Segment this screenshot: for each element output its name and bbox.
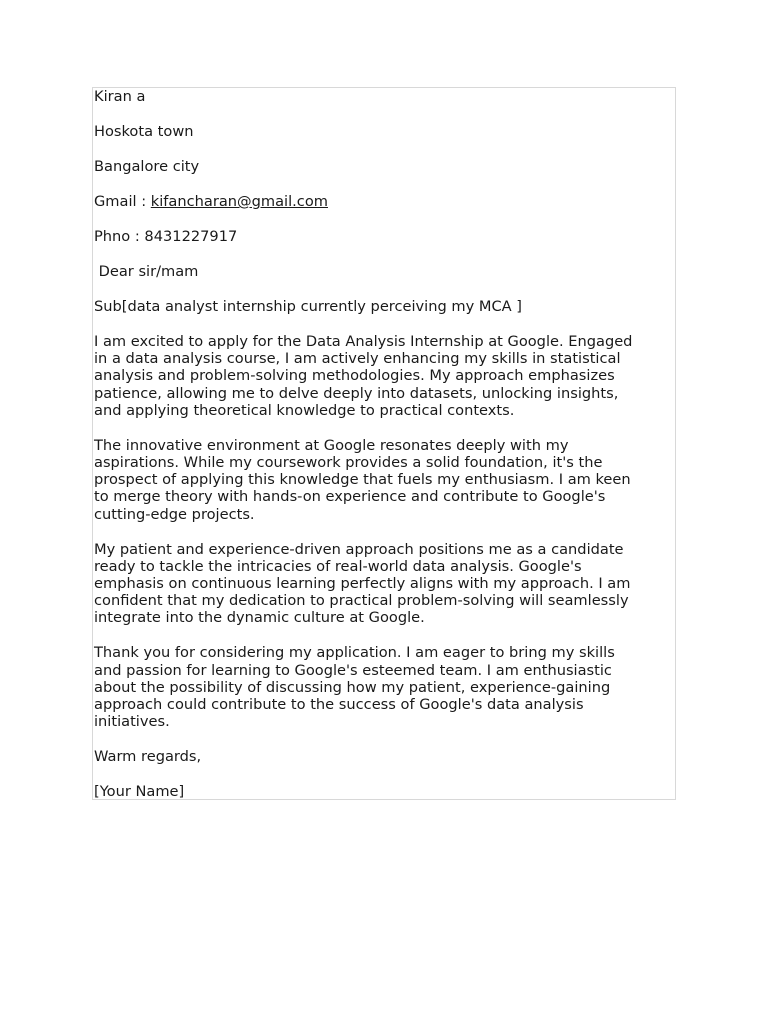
address-line-1: Hoskota town	[94, 123, 194, 140]
body-paragraph-4: Thank you for considering my application. I am eager to bring my skills and passion for learning to Google's esteemed team. I am enthusiastic about the possibility of discussing how my patient, experience-gaining approach could contribute to the success of Google's data analysis initiatives.	[94, 644, 615, 731]
email-line	[94, 193, 675, 210]
closing: Warm regards,	[94, 748, 202, 766]
body-paragraph-2: The innovative environment at Google resonates deeply with my aspirations. While my coursework provides a solid foundation, it's the prospect of applying this knowledge that fuels my enthusiasm. I am keen to merge theory with hands-on experience and contribute to Google's cutting-edge projects.	[94, 436, 631, 523]
email-label: Gmail :	[94, 193, 151, 210]
signature: [Your Name]	[94, 783, 185, 801]
letter-text-frame	[92, 87, 676, 800]
subject-line: Sub[data analyst internship currently perceiving my MCA ]	[94, 298, 522, 315]
body-paragraph-3: My patient and experience-driven approach positions me as a candidate ready to tackle the intricacies of real-world data analysis. Google's emphasis on continuous learning perfectly aligns with my approach. I am confident that my dedication to practical problem-solving will seamlessly integrate into the dynamic culture at Google.	[94, 540, 631, 627]
address-line-2: Bangalore city	[94, 158, 200, 175]
email-link[interactable]: kifancharan@gmail.com	[150, 193, 328, 210]
body-paragraph-1: I am excited to apply for the Data Analysis Internship at Google. Engaged in a data analysis course, I am actively enhancing my skills in statistical analysis and problem-solving methodologies. My approach emphasizes patience, allowing me to delve deeply into datasets, unlocking insights, and applying theoretical knowledge to practical contexts.	[94, 333, 633, 419]
sender-name: Kiran a	[94, 88, 146, 105]
phone-line: Phno : 8431227917	[94, 228, 238, 245]
salutation: Dear sir/mam	[94, 263, 199, 280]
